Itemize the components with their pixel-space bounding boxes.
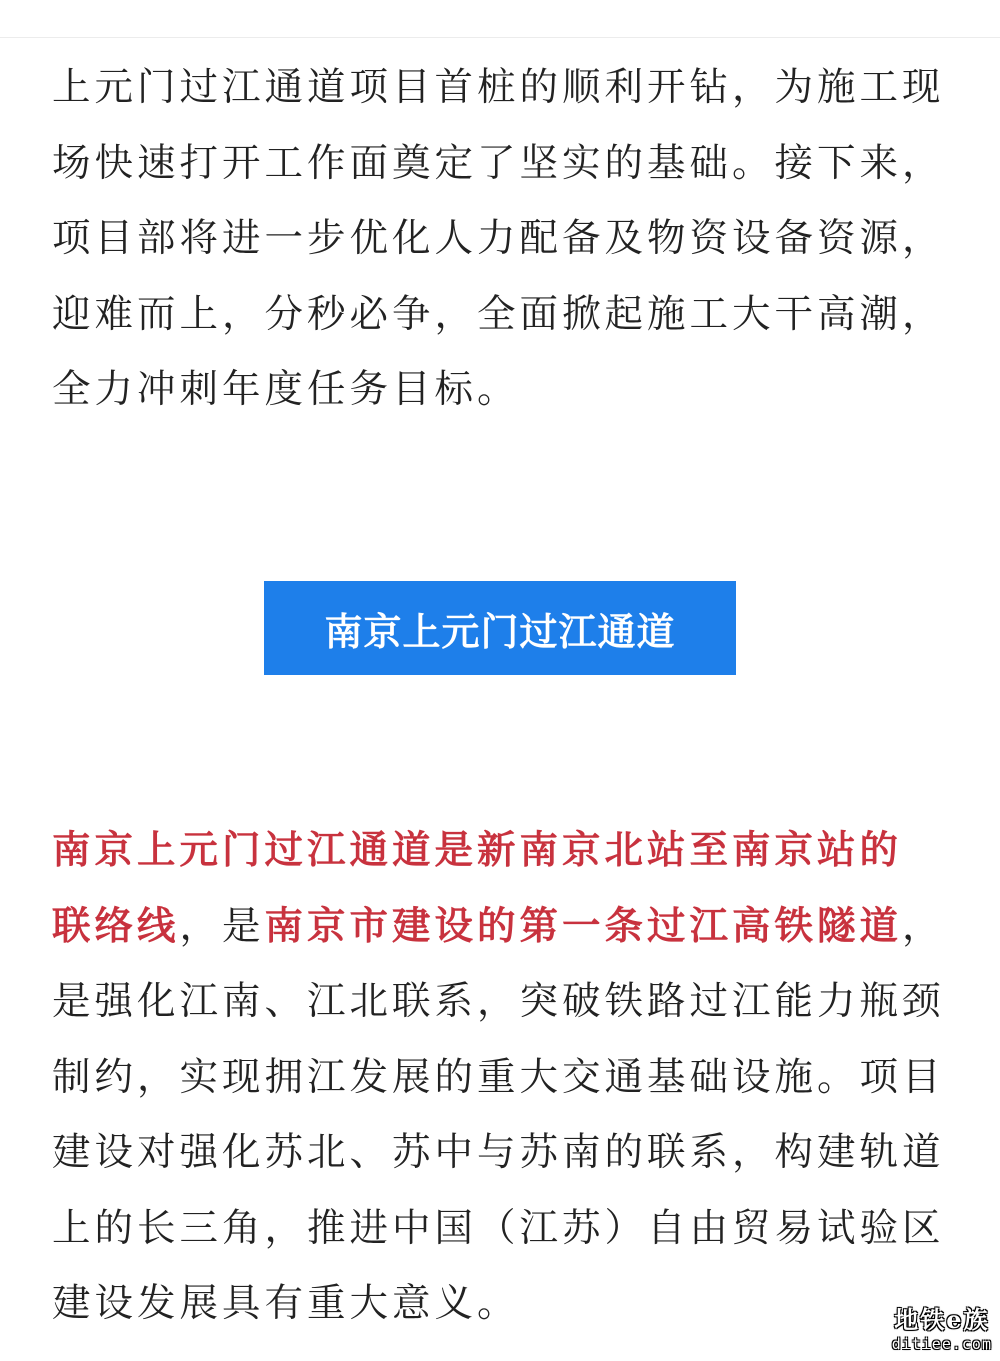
section-title-banner <box>264 581 736 675</box>
paragraph-line: 上元门过江通道项目首桩的顺利开钻，为施工现 <box>52 65 945 110</box>
highlight-text: 联络线 <box>52 903 180 949</box>
intro-paragraph <box>52 50 952 428</box>
paragraph-line: 迎难而上，分秒必争，全面掀起施工大干高潮， <box>52 291 945 337</box>
highlight-text: 南京市建设的第一条过江高铁隧道 <box>264 903 903 949</box>
paragraph-line: 是强化江南、江北联系，突破铁路过江能力瓶颈 <box>52 979 945 1024</box>
watermark-title: 地铁e族 <box>894 1305 990 1334</box>
top-divider <box>0 37 1000 38</box>
section-title: 南京上元门过江通道 <box>324 609 676 654</box>
paragraph-line: 制约，实现拥江发展的重大交通基础设施。项目 <box>52 1054 945 1100</box>
site-watermark <box>892 1300 992 1353</box>
paragraph-line: 上的长三角，推进中国（江苏）自由贸易试验区 <box>52 1205 945 1251</box>
mixed-line <box>52 889 952 965</box>
highlight-line: 南京上元门过江通道是新南京北站至南京站的 <box>52 828 903 873</box>
watermark-url: ditiee.com <box>891 1335 992 1353</box>
paragraph-line: 项目部将进一步优化人力配备及物资设备资源， <box>52 216 945 261</box>
plain-text: ，是 <box>179 903 265 949</box>
project-description-paragraph <box>52 813 952 1342</box>
paragraph-line: 全力冲刺年度任务目标。 <box>52 367 520 412</box>
paragraph-line: 建设发展具有重大意义。 <box>52 1281 520 1326</box>
plain-text: ， <box>902 903 945 949</box>
paragraph-line: 场快速打开工作面奠定了坚实的基础。接下来， <box>52 140 945 186</box>
paragraph-line: 建设对强化苏北、苏中与苏南的联系，构建轨道 <box>52 1130 945 1175</box>
